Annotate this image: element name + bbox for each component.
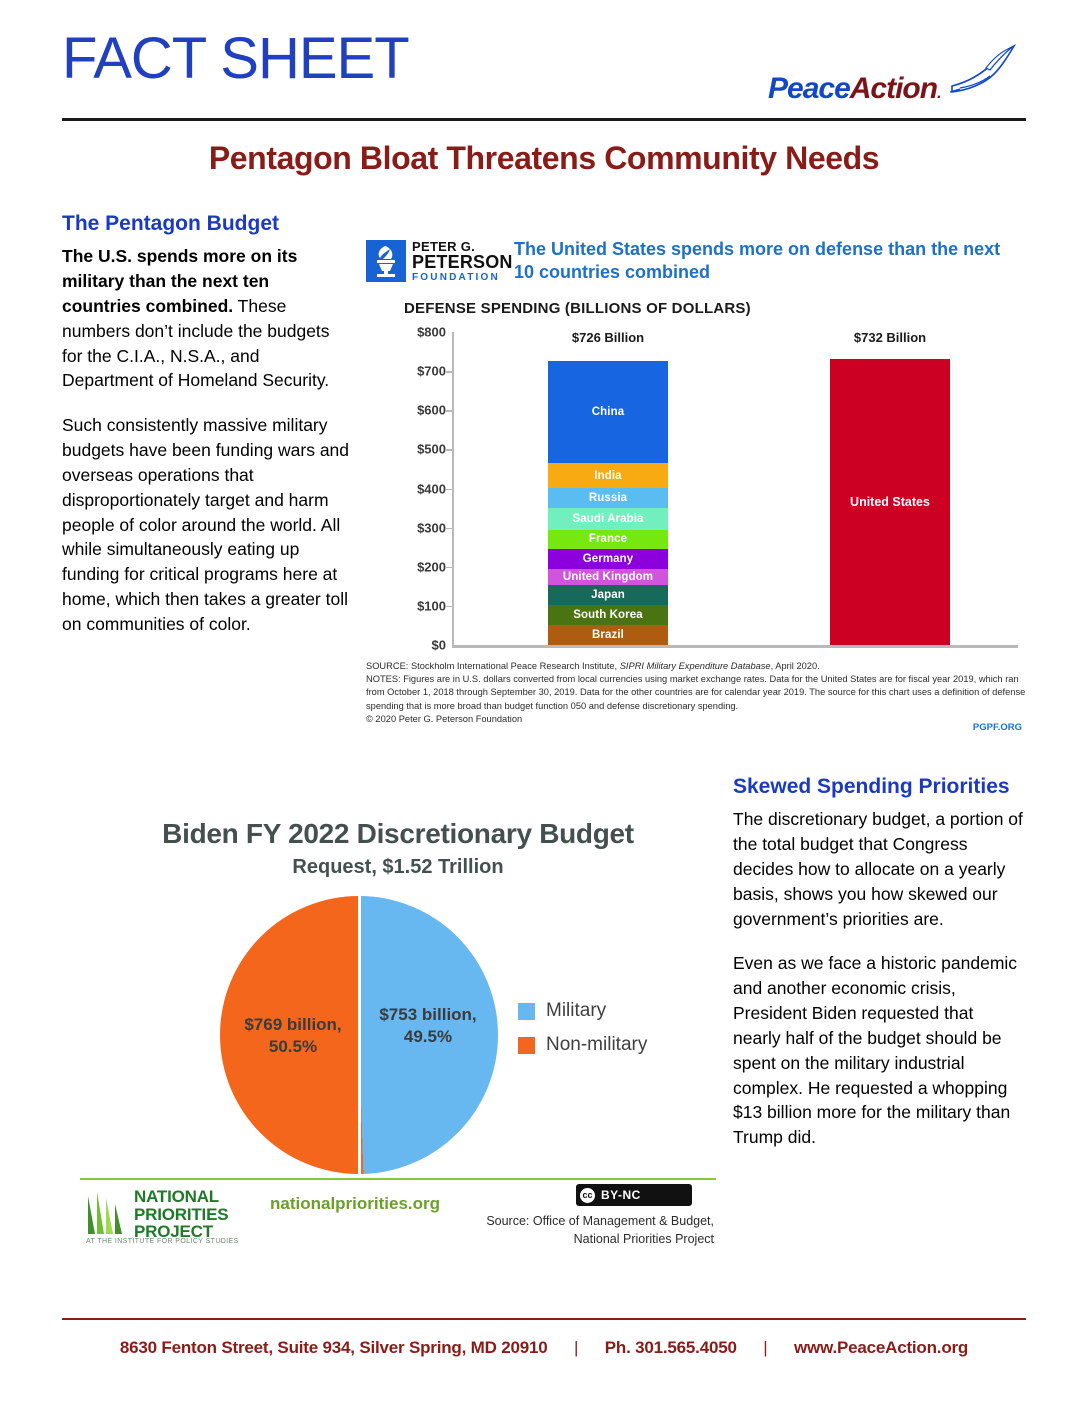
logo-dot: . bbox=[937, 85, 941, 102]
segment-label: South Korea bbox=[573, 609, 643, 622]
legend-swatch-nonmilitary bbox=[518, 1037, 535, 1054]
y-axis-tick-label: $600 bbox=[417, 402, 446, 418]
us-bar bbox=[830, 359, 950, 645]
right-text-column bbox=[733, 775, 1025, 1150]
pie-slice-label-nonmilitary bbox=[232, 1014, 354, 1058]
stacked-bar-segment-japan bbox=[548, 585, 668, 605]
left-paragraph-1 bbox=[62, 244, 352, 393]
pie-source-line2: National Priorities Project bbox=[573, 1232, 714, 1247]
pie-chart-graphic bbox=[220, 896, 498, 1174]
legend-label-nonmilitary: Non-military bbox=[546, 1034, 648, 1055]
logo-peace-text: Peace bbox=[768, 72, 850, 105]
pie-chart-legend bbox=[518, 1000, 647, 1068]
stacked-bar-segment-india bbox=[548, 463, 668, 488]
pgpf-notes-line: NOTES: Figures are in U.S. dollars converted from local currencies using market exchange rates. Data for the United States are for fiscal year 2019, which ran from October 1, 2018 through September 30, 2019. Data for the other countries are for calendar year 2019. The source for this chart uses a definition of defense spending that is more broad than budget function 050 and defense discretionary spending. bbox=[366, 674, 1026, 711]
dove-icon bbox=[946, 42, 1018, 100]
pgpf-logo bbox=[366, 239, 513, 288]
pie-label-military-line2: 49.5% bbox=[403, 1027, 453, 1047]
stacked-bar-segment-brazil bbox=[548, 625, 668, 645]
peace-action-wordmark bbox=[768, 72, 941, 106]
footer-separator-1: | bbox=[574, 1338, 579, 1357]
segment-label: China bbox=[591, 405, 625, 418]
left-text-column bbox=[62, 212, 352, 637]
npp-line2: PRIORITIES bbox=[134, 1204, 229, 1224]
pie-label-military-line1: $753 billion, bbox=[379, 1005, 477, 1024]
page-title: Pentagon Bloat Threatens Community Needs bbox=[208, 140, 880, 176]
legend-swatch-military bbox=[518, 1003, 535, 1020]
segment-label: Germany bbox=[582, 553, 634, 566]
stacked-bar-segment-france bbox=[548, 530, 668, 550]
x-axis-line bbox=[452, 645, 1018, 648]
y-axis-tick-label: $800 bbox=[417, 324, 446, 340]
stacked-bar-next-ten bbox=[548, 361, 668, 645]
npp-bars-icon bbox=[86, 1190, 130, 1234]
footer-address: 8630 Fenton Street, Suite 934, Silver Spring, MD 20910 bbox=[119, 1338, 548, 1357]
pie-source-line1: Source: Office of Management & Budget, bbox=[486, 1214, 714, 1228]
segment-label: Brazil bbox=[592, 628, 624, 641]
pie-chart-source bbox=[478, 1212, 714, 1248]
y-axis-tick-label: $0 bbox=[431, 637, 446, 653]
paragraph-spacer bbox=[62, 393, 352, 413]
footer-website[interactable]: www.PeaceAction.org bbox=[794, 1338, 969, 1357]
pgpf-name-line3: FOUNDATION bbox=[412, 272, 500, 283]
creative-commons-badge bbox=[576, 1184, 692, 1206]
segment-label: France bbox=[588, 533, 628, 546]
npp-line1: NATIONAL bbox=[134, 1187, 219, 1206]
segment-label: Russia bbox=[588, 492, 628, 505]
pgpf-axis-caption: DEFENSE SPENDING (BILLIONS OF DOLLARS) bbox=[404, 300, 751, 317]
pgpf-torch-icon bbox=[366, 240, 406, 282]
pgpf-name-line2: PETERSON bbox=[412, 252, 513, 272]
pgpf-org-tag: PGPF.ORG bbox=[972, 722, 1022, 733]
right-paragraph-2: Even as we face a historic pandemic and another economic crisis, President Biden requested that nearly half of the budget should be spent on the military industrial complex. He requested a whopping $13 billion more for the military than Trump did. bbox=[733, 953, 1018, 1148]
npp-divider bbox=[80, 1178, 716, 1180]
pgpf-defense-spending-chart bbox=[362, 232, 1026, 737]
y-axis-tick-mark bbox=[446, 449, 453, 451]
npp-tagline: AT THE INSTITUTE FOR POLICY STUDIES bbox=[86, 1238, 239, 1245]
y-axis-tick-label: $500 bbox=[417, 441, 446, 457]
paragraph-spacer-right bbox=[733, 931, 1025, 951]
us-bar-total-label: $732 Billion bbox=[853, 330, 927, 345]
legend-label-military: Military bbox=[546, 1000, 607, 1021]
y-axis-labels bbox=[410, 324, 450, 653]
npp-wordmark bbox=[134, 1188, 228, 1241]
y-axis-tick-mark bbox=[446, 489, 453, 491]
y-axis-tick-label: $100 bbox=[417, 598, 446, 614]
page-footer bbox=[62, 1338, 1026, 1358]
stacked-bar-total-label: $726 Billion bbox=[571, 330, 645, 345]
y-axis-tick-label: $300 bbox=[417, 520, 446, 536]
logo-action-text: Action bbox=[849, 72, 938, 105]
segment-label: Saudi Arabia bbox=[572, 512, 644, 525]
left-paragraph-2: Such consistently massive military budgets have been funding wars and overseas operations that disproportionately target and harm people of color around the world. All while simultaneously eating up funding for critical programs here at home, which then takes a greater toll on communities of color. bbox=[62, 415, 350, 634]
torch-glyph bbox=[366, 240, 406, 282]
legend-item-military bbox=[518, 1000, 647, 1022]
footer-phone: Ph. 301.565.4050 bbox=[604, 1338, 737, 1357]
pgpf-name-line1: PETER G. bbox=[412, 239, 476, 254]
y-axis-tick-mark bbox=[446, 371, 453, 373]
segment-label: Japan bbox=[591, 589, 625, 602]
y-axis-tick-label: $400 bbox=[417, 481, 446, 496]
left-paragraph-1-rest: These numbers don’t include the budgets for the C.I.A., N.S.A., and Department of Homeland Security. bbox=[62, 295, 330, 391]
segment-label: India bbox=[594, 469, 622, 482]
pie-chart-subtitle: Request, $1.52 Trillion bbox=[292, 856, 504, 878]
footer-separator-2: | bbox=[763, 1338, 768, 1357]
stacked-bar-segment-russia bbox=[548, 488, 668, 508]
stacked-bar-segment-south-korea bbox=[548, 605, 668, 624]
pie-label-nonmilitary-line2: 50.5% bbox=[268, 1037, 318, 1057]
pie-chart-title: Biden FY 2022 Discretionary Budget bbox=[162, 818, 634, 849]
y-axis-tick-mark bbox=[446, 528, 453, 530]
stacked-bar-segment-united-kingdom bbox=[548, 569, 668, 585]
cc-license-label: BY-NC bbox=[601, 1188, 641, 1202]
stacked-bar-segment-saudi-arabia bbox=[548, 508, 668, 529]
stacked-bar-segment-germany bbox=[548, 549, 668, 569]
y-axis-tick-mark bbox=[446, 567, 453, 569]
header-divider bbox=[62, 118, 1026, 121]
pie-slice-label-military bbox=[368, 1004, 488, 1048]
segment-label: United Kingdom bbox=[562, 571, 654, 584]
legend-item-nonmilitary bbox=[518, 1034, 647, 1056]
stacked-bar-segment-china bbox=[548, 361, 668, 463]
npp-website-link[interactable]: nationalpriorities.org bbox=[270, 1194, 441, 1213]
y-axis-tick-mark bbox=[446, 410, 453, 412]
right-paragraph-1: The discretionary budget, a portion of the total budget that Congress decides how to allocate on a yearly basis, shows you how skewed our government’s priorities are. bbox=[733, 809, 1023, 929]
left-paragraph-1-bold: The U.S. spends more on its military than the next ten countries combined. bbox=[62, 246, 298, 316]
pgpf-name-block bbox=[412, 240, 513, 284]
us-bar-label: United States bbox=[850, 494, 930, 509]
page-header bbox=[62, 28, 1026, 120]
pgpf-copyright-line: © 2020 Peter G. Peterson Foundation bbox=[366, 713, 523, 724]
npp-discretionary-budget-chart bbox=[78, 818, 718, 1258]
section-heading-skewed-spending: Skewed Spending Priorities bbox=[733, 775, 1010, 798]
section-heading-pentagon-budget: The Pentagon Budget bbox=[62, 212, 279, 235]
y-axis-tick-label: $700 bbox=[417, 363, 446, 379]
pgpf-plot-area bbox=[410, 324, 1018, 653]
pgpf-footnotes bbox=[366, 660, 1026, 726]
pgpf-chart-headline: The United States spends more on defense than the next 10 countries combined bbox=[514, 239, 1001, 283]
cc-icon: cc bbox=[580, 1188, 595, 1203]
pie-divider bbox=[358, 896, 361, 1174]
pie-label-nonmilitary-line1: $769 billion, bbox=[244, 1015, 342, 1034]
npp-line3: PROJECT bbox=[134, 1222, 213, 1241]
fact-sheet-title: FACT SHEET bbox=[62, 26, 409, 91]
footer-divider bbox=[62, 1318, 1026, 1320]
y-axis-tick-label: $200 bbox=[417, 559, 446, 575]
y-axis-tick-mark bbox=[446, 606, 453, 608]
national-priorities-project-logo bbox=[86, 1188, 264, 1248]
pgpf-source-line: SOURCE: Stockholm International Peace Research Institute, SIPRI Military Expenditure Database, April 2020. bbox=[366, 661, 820, 671]
peace-action-logo bbox=[768, 46, 1018, 110]
